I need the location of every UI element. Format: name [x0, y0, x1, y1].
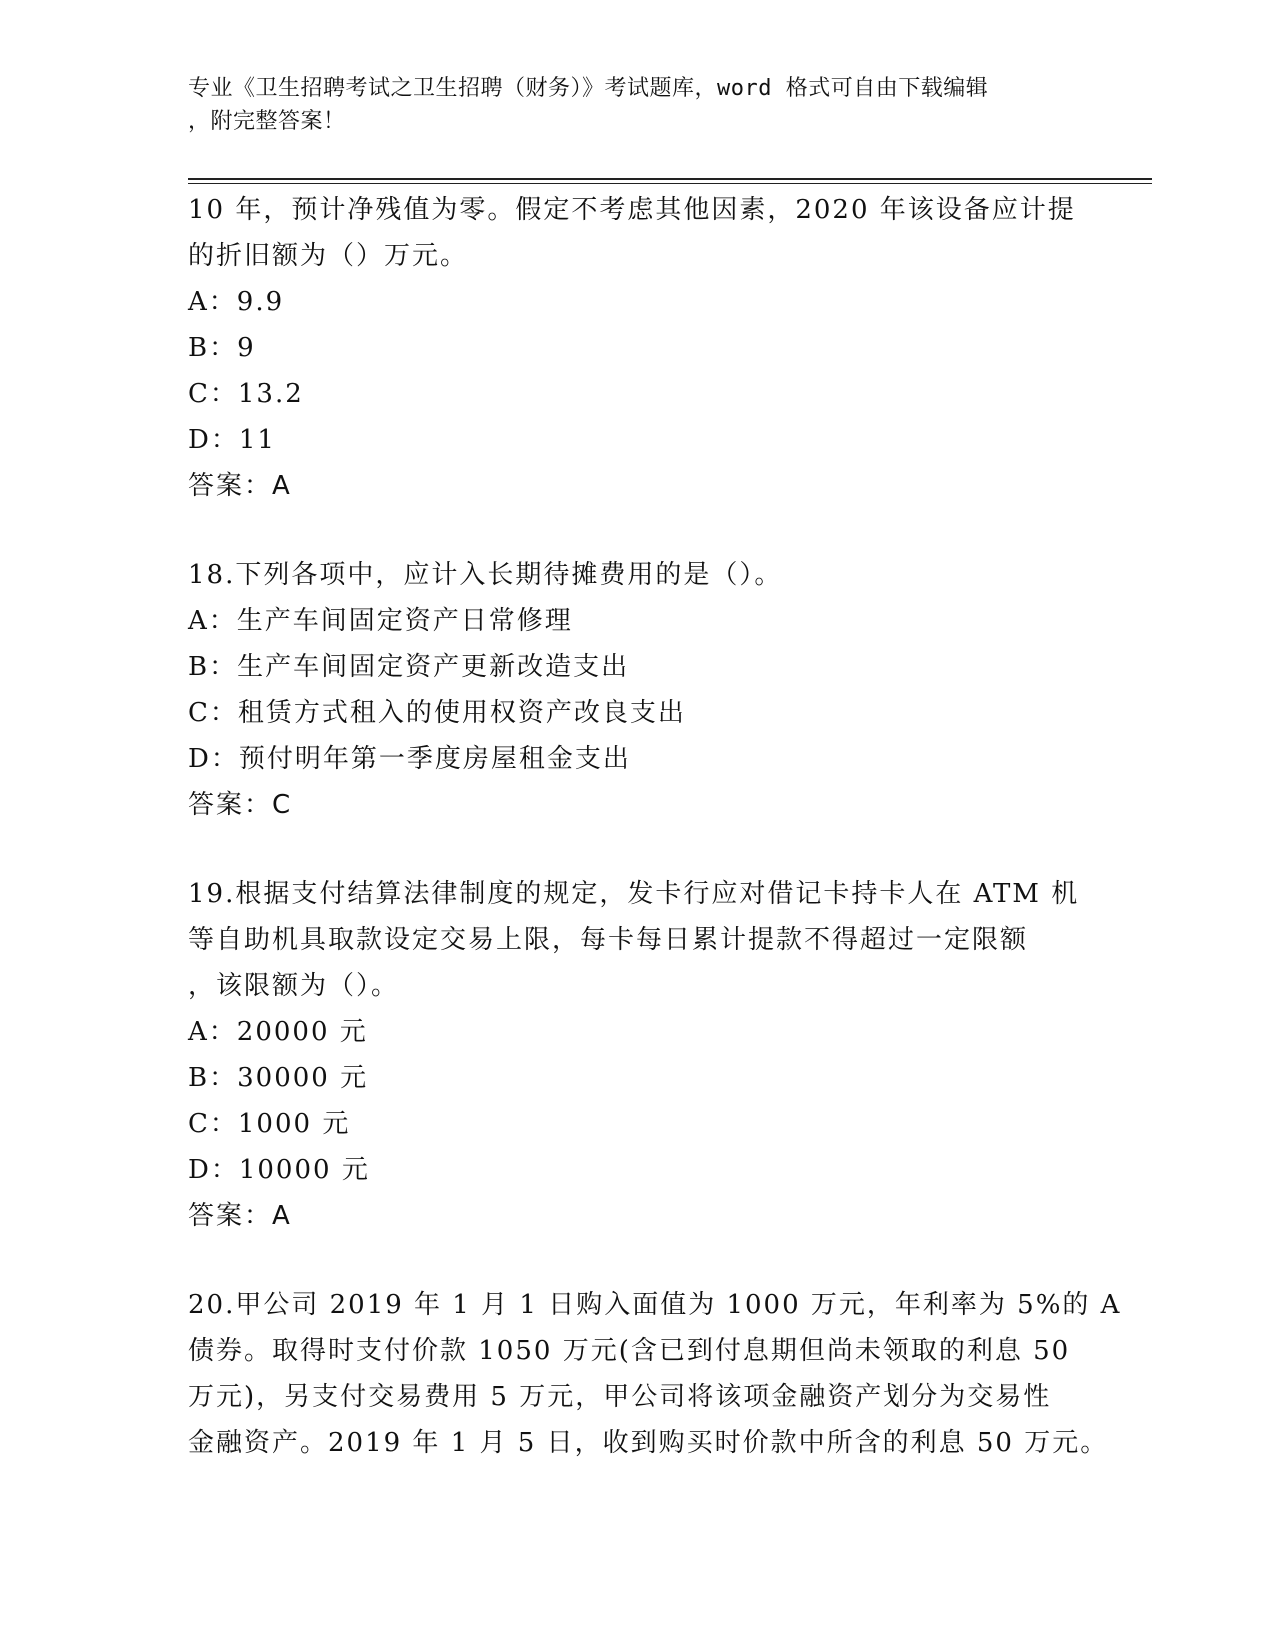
document-body: [188, 187, 1122, 1466]
header-line-2: ，附完整答案！: [188, 109, 346, 134]
option-c: C：1000 元: [188, 1109, 351, 1139]
question-spacer: [188, 509, 1088, 552]
question-19: [188, 871, 1088, 1239]
header-divider-thick: [188, 178, 1152, 180]
answer-line: 答案：A: [188, 1201, 292, 1231]
option-d: D：预付明年第一季度房屋租金支出: [188, 744, 631, 774]
answer-line: 答案：C: [188, 790, 293, 820]
question-text-line: ，该限额为（）。: [188, 971, 400, 1001]
question-text-line: 万元)，另支付交易费用 5 万元，甲公司将该项金融资产划分为交易性: [188, 1382, 1052, 1412]
header-divider-thin: [188, 183, 1152, 184]
question-20: [188, 1282, 1122, 1466]
option-b: B：生产车间固定资产更新改造支出: [188, 652, 630, 682]
question-text-line: 19.根据支付结算法律制度的规定，发卡行应对借记卡持卡人在 ATM 机: [188, 879, 1080, 909]
question-text-line: 的折旧额为（）万元。: [188, 241, 469, 271]
question-text-line: 金融资产。2019 年 1 月 5 日，收到购买时价款中所含的利息 50 万元。: [188, 1428, 1109, 1458]
question-text-line: 18.下列各项中，应计入长期待摊费用的是（）。: [188, 560, 783, 590]
question-text-line: 10 年，预计净残值为零。假定不考虑其他因素，2020 年该设备应计提: [188, 195, 1076, 225]
option-d: D：10000 元: [188, 1155, 370, 1185]
question-spacer: [188, 1239, 1088, 1282]
question-text-line: 等自助机具取款设定交易上限，每卡每日累计提款不得超过一定限额: [188, 925, 1029, 955]
question-18: [188, 552, 1088, 828]
option-a: A：20000 元: [188, 1017, 368, 1047]
option-d: D：11: [188, 425, 276, 455]
question-text-line: 债券。取得时支付价款 1050 万元(含已到付息期但尚未领取的利息 50: [188, 1336, 1071, 1366]
option-c: C：租赁方式租入的使用权资产改良支出: [188, 698, 686, 728]
question-text-line: 20.甲公司 2019 年 1 月 1 日购入面值为 1000 万元，年利率为 5%的 A: [188, 1290, 1122, 1320]
option-a: A：生产车间固定资产日常修理: [188, 606, 573, 636]
answer-line: 答案：A: [188, 471, 292, 501]
question-17: [188, 187, 1088, 509]
option-c: C：13.2: [188, 379, 304, 409]
option-b: B：9: [188, 333, 256, 363]
question-spacer: [188, 828, 1088, 871]
option-a: A：9.9: [188, 287, 285, 317]
header-line-1: 专业《卫生招聘考试之卫生招聘（财务）》考试题库，word 格式可自由下载编辑: [188, 76, 989, 101]
document-header: [188, 72, 1068, 138]
option-b: B：30000 元: [188, 1063, 369, 1093]
